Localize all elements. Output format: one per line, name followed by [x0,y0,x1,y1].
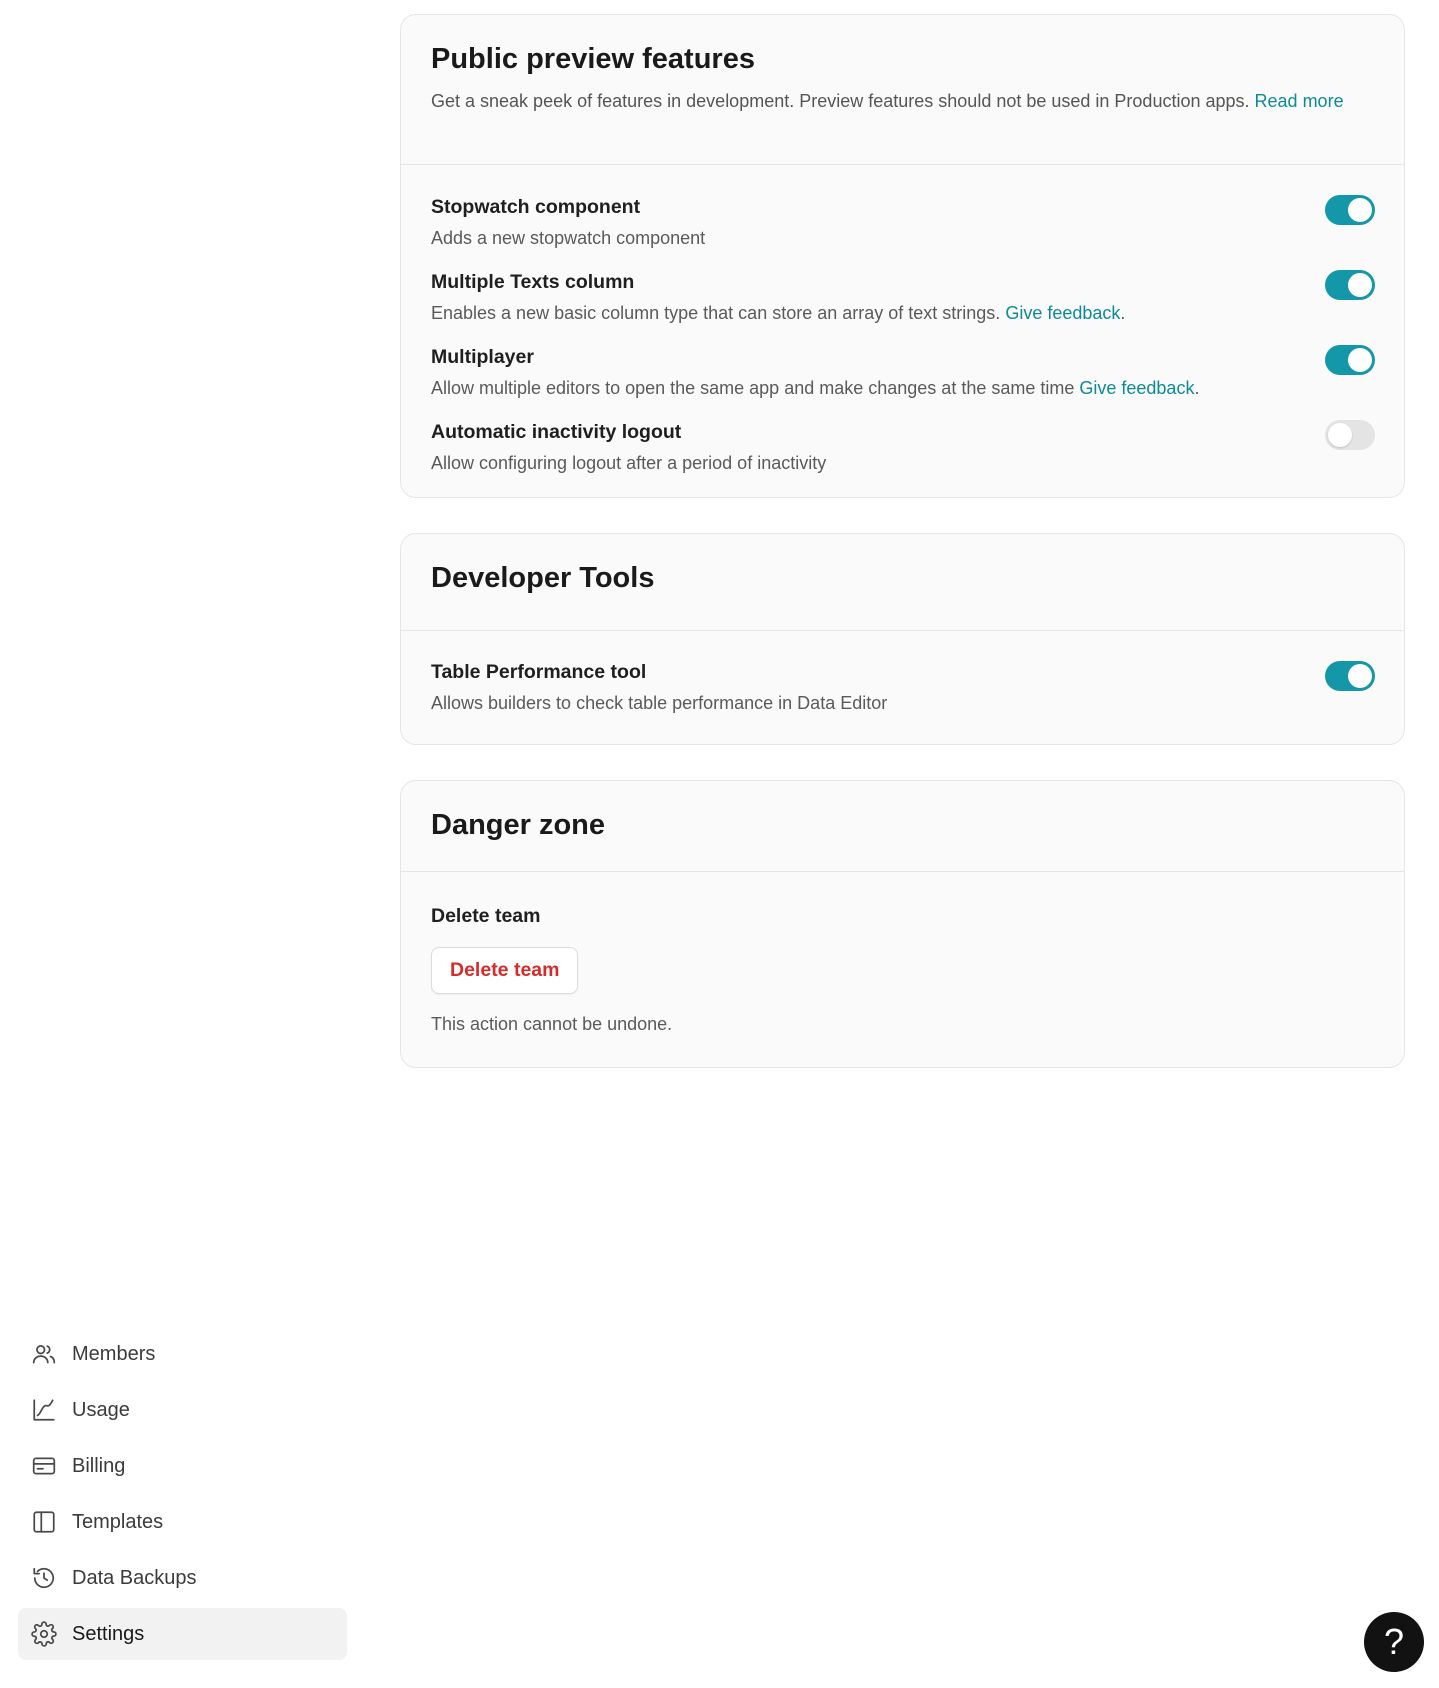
feature-table-performance [401,661,1404,714]
feature-title: Multiplayer [431,346,534,368]
credit-card-icon [30,1452,58,1480]
feature-title: Stopwatch component [431,196,641,218]
gear-icon [30,1620,58,1648]
chart-icon [30,1396,58,1424]
preview-features-header [401,15,1404,165]
feature-description-text: Allow multiple editors to open the same app and make changes at the same time [431,378,1075,398]
sidebar-item-label: Settings [72,1622,145,1645]
delete-team-note: This action cannot be undone. [431,1014,673,1034]
stopwatch-toggle[interactable] [1325,195,1375,225]
help-button[interactable] [1364,1612,1424,1672]
give-feedback-link[interactable]: Give feedback [1005,303,1121,323]
feature-description-text: Enables a new basic column type that can store an array of text strings. [431,303,1001,323]
members-icon [30,1340,58,1368]
sidebar-item-billing[interactable] [18,1440,347,1492]
sidebar-item-data-backups[interactable] [18,1552,347,1604]
danger-zone-card [400,780,1405,1068]
feature-description: Adds a new stopwatch component [431,228,706,248]
developer-tools-header [401,534,1404,631]
toggle-knob [1348,198,1372,222]
sidebar-item-templates[interactable] [18,1496,347,1548]
preview-features-card [400,14,1405,498]
sidebar-item-label: Templates [72,1510,164,1533]
delete-team-button-wrap [431,947,1374,994]
toggle-knob [1348,273,1372,297]
feature-title: Multiple Texts column [431,271,635,293]
templates-icon [30,1508,58,1536]
preview-features-title: Public preview features [431,43,755,75]
feature-multiplayer [401,346,1404,399]
feature-description [431,303,1374,324]
give-feedback-link[interactable]: Give feedback [1079,378,1195,398]
danger-zone-header [401,781,1404,872]
toggle-knob [1328,423,1352,447]
danger-zone-title: Danger zone [431,809,606,841]
developer-tools-title: Developer Tools [431,562,655,594]
feature-multiple-texts [401,271,1404,324]
inactivity-logout-toggle[interactable] [1325,420,1375,450]
developer-tools-card [400,533,1405,745]
toggle-knob [1348,664,1372,688]
feature-description-punct: . [1120,303,1126,323]
sidebar-item-label: Data Backups [72,1566,197,1589]
preview-description-text: Get a sneak peek of features in development. Preview features should not be used in Production apps. [431,91,1250,111]
toggle-knob [1348,348,1372,372]
sidebar-item-label: Members [72,1342,156,1365]
multiplayer-toggle[interactable] [1325,345,1375,375]
delete-team-heading: Delete team [431,905,541,927]
history-icon [30,1564,58,1592]
feature-inactivity-logout [401,421,1404,474]
read-more-link[interactable]: Read more [1254,91,1344,111]
preview-features-description [431,88,1374,114]
feature-stopwatch [401,196,1404,249]
feature-title: Table Performance tool [431,661,647,683]
delete-team-button[interactable]: Delete team [431,947,578,994]
sidebar-item-label: Billing [72,1454,126,1477]
sidebar-item-usage[interactable] [18,1384,347,1436]
feature-description-punct: . [1194,378,1200,398]
sidebar-item-settings[interactable] [18,1608,347,1660]
sidebar-nav [18,1328,347,1664]
question-mark-icon: ? [1383,1621,1405,1662]
sidebar-item-members[interactable] [18,1328,347,1380]
feature-description: Allow configuring logout after a period of inactivity [431,453,827,473]
multiple-texts-toggle[interactable] [1325,270,1375,300]
feature-description: Allows builders to check table performance in Data Editor [431,693,888,713]
feature-description [431,378,1374,399]
delete-team-section [401,905,1404,1035]
table-performance-toggle[interactable] [1325,661,1375,691]
feature-title: Automatic inactivity logout [431,421,682,443]
sidebar-item-label: Usage [72,1398,130,1421]
